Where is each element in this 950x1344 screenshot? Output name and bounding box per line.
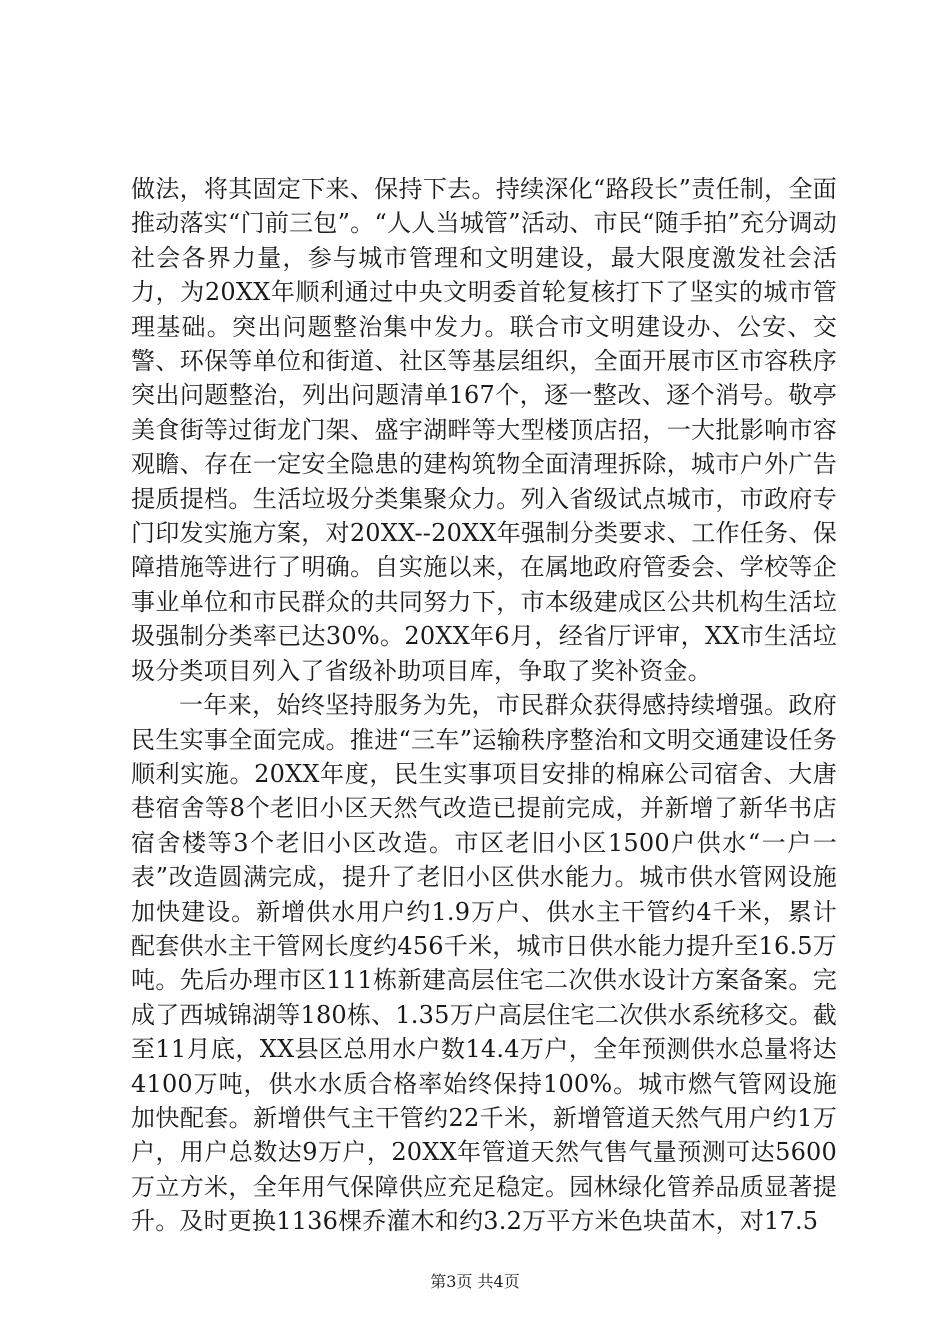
page-footer: 第3页 共4页 — [430, 1272, 520, 1291]
document-body — [131, 172, 837, 1239]
paragraph-2: 一年来，始终坚持服务为先，市民群众获得感持续增强。政府民生实事全面完成。推进“三车”运输秩序整治和文明交通建设任务顺利实施。20XX年度，民生实事项目安排的棉麻公司宿舍、大唐巷宿舍等8个老旧小区天然气改造已提前完成，并新增了新华书店宿舍楼等3个老旧小区改造。市区老旧小区1500户供水“一户一表”改造圆满完成，提升了老旧小区供水能力。城市供水管网设施加快建设。新增供水用户约1.9万户、供水主干管约4千米，累计配套供水主干管网长度约456千米，城市日供水能力提升至16.5万吨。先后办理市区111栋新建高层住宅二次供水设计方案备案。完成了西城锦湖等180栋、1.35万户高层住宅二次供水系统移交。截至11月底，XX县区总用水户数14.4万户，全年预测供水总量将达4100万吨，供水水质合格率始终保持100%。城市燃气管网设施加快配套。新增供气主干管约22千米，新增管道天然气用户约1万户，用户总数达9万户，20XX年管道天然气售气量预测可达5600万立方米，全年用气保障供应充足稳定。园林绿化管养品质显著提升。及时更换1136棵乔灌木和约3.2万平方米色块苗木，对17.5 — [131, 691, 837, 1236]
paragraph-1: 做法，将其固定下来、保持下去。持续深化“路段长”责任制，全面推动落实“门前三包”。“人人当城管”活动、市民“随手拍”充分调动社会各界力量，参与城市管理和文明建设，最大限度激发社会活力，为20XX年顺利通过中央文明委首轮复核打下了坚实的城市管理基础。突出问题整治集中发力。联合市文明建设办、公安、交警、环保等单位和街道、社区等基层组织，全面开展市区市容秩序突出问题整治，列出问题清单167个，逐一整改、逐个消号。敬亭美食街等过街龙门架、盛宇湖畔等大型楼顶店招，一大批影响市容观瞻、存在一定安全隐患的建构筑物全面清理拆除，城市户外广告提质提档。生活垃圾分类集聚众力。列入省级试点城市，市政府专门印发实施方案，对20XX--20XX年强制分类要求、工作任务、保障措施等进行了明确。自实施以来，在属地政府管委会、学校等企事业单位和市民群众的共同努力下，市本级建成区公共机构生活垃圾强制分类率已达30%。20XX年6月，经省厅评审，XX市生活垃圾分类项目列入了省级补助项目库，争取了奖补资金。 — [131, 175, 837, 685]
